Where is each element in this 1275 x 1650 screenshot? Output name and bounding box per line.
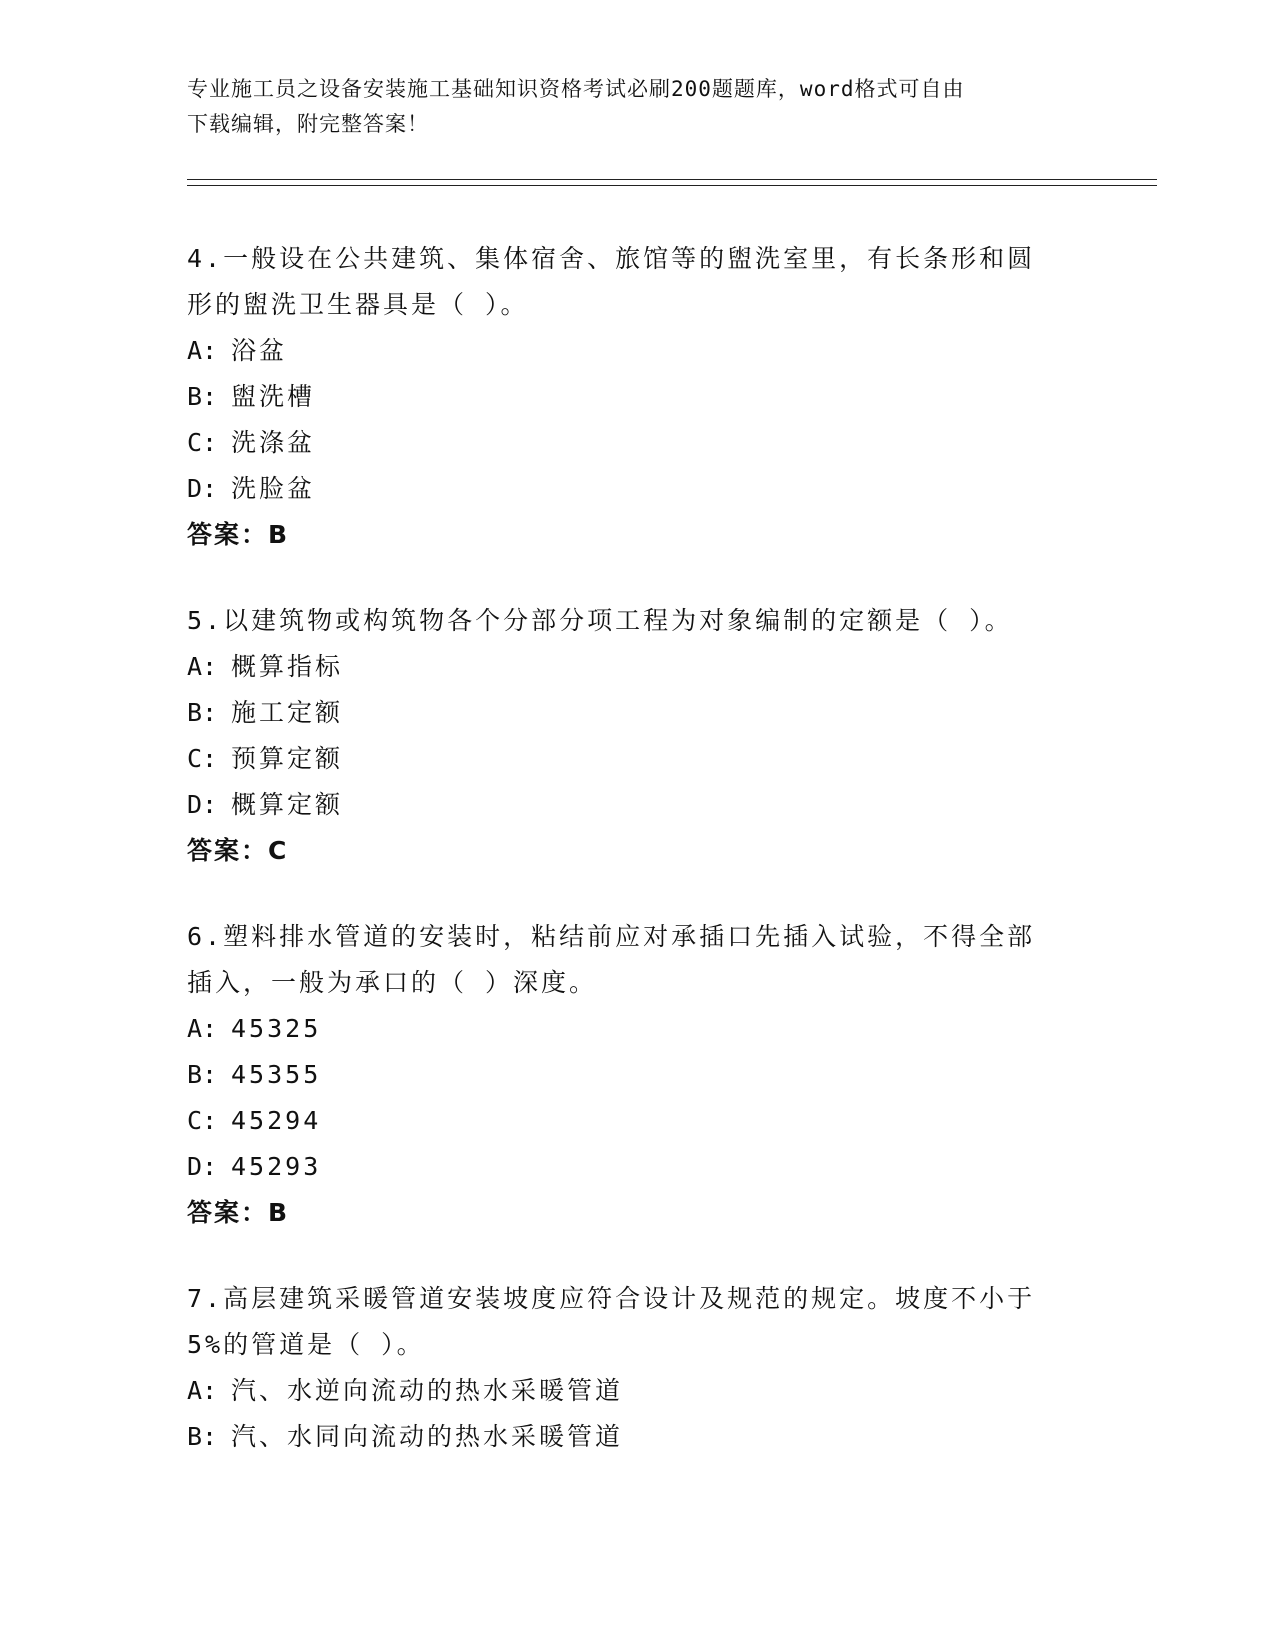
header-line-1: 专业施工员之设备安装施工基础知识资格考试必刷200题题库，word格式可自由	[187, 77, 965, 101]
option-letter: D:	[187, 790, 218, 819]
question-text: 高层建筑采暖管道安装坡度应符合设计及规范的规定。坡度不小于	[223, 1284, 1036, 1313]
question-number: 4.	[187, 244, 224, 273]
option-letter: A:	[187, 652, 218, 681]
option-text: 洗脸盆	[231, 474, 316, 503]
option-text: 汽、水同向流动的热水采暖管道	[231, 1422, 624, 1451]
option-letter: D:	[187, 1152, 218, 1181]
option-text: 施工定额	[231, 698, 344, 727]
option-letter: C:	[187, 744, 218, 773]
option-text: 盥洗槽	[231, 382, 316, 411]
document-header	[187, 72, 1087, 142]
option-b	[187, 374, 1087, 420]
option-c	[187, 1098, 1087, 1144]
question-6	[187, 914, 1087, 1236]
option-letter: B:	[187, 1060, 218, 1089]
question-list	[187, 236, 1087, 1500]
option-text: 汽、水逆向流动的热水采暖管道	[231, 1376, 624, 1405]
option-a	[187, 328, 1087, 374]
option-text: 洗涤盆	[231, 428, 316, 457]
option-text: 45355	[231, 1060, 322, 1089]
question-4	[187, 236, 1087, 558]
question-number: 7.	[187, 1284, 224, 1313]
option-letter: D:	[187, 474, 218, 503]
question-7	[187, 1276, 1087, 1460]
question-text-line-1	[187, 598, 1087, 644]
option-b	[187, 1052, 1087, 1098]
option-b	[187, 690, 1087, 736]
question-text: 一般设在公共建筑、集体宿舍、旅馆等的盥洗室里，有长条形和圆	[223, 244, 1036, 273]
option-b	[187, 1414, 1087, 1460]
question-5	[187, 598, 1087, 874]
header-divider	[187, 179, 1157, 186]
option-text: 45293	[231, 1152, 322, 1181]
option-d	[187, 466, 1087, 512]
question-text: 以建筑物或构筑物各个分部分项工程为对象编制的定额是（ ）。	[223, 606, 1013, 635]
option-letter: B:	[187, 382, 218, 411]
option-text: 概算指标	[231, 652, 344, 681]
option-text: 浴盆	[231, 336, 288, 365]
question-number: 6.	[187, 922, 224, 951]
question-text: 塑料排水管道的安装时，粘结前应对承插口先插入试验，不得全部	[223, 922, 1036, 951]
option-letter: A:	[187, 1014, 218, 1043]
option-c	[187, 736, 1087, 782]
option-d	[187, 1144, 1087, 1190]
question-text-line-2: 形的盥洗卫生器具是（ ）。	[187, 290, 529, 319]
option-a	[187, 1368, 1087, 1414]
option-letter: C:	[187, 1106, 218, 1135]
header-line-2: 下载编辑，附完整答案！	[187, 112, 429, 136]
option-text: 概算定额	[231, 790, 344, 819]
option-c	[187, 420, 1087, 466]
question-text-line-2: 插入，一般为承口的（ ）深度。	[187, 968, 598, 997]
option-text: 预算定额	[231, 744, 344, 773]
question-number: 5.	[187, 606, 224, 635]
option-letter: C:	[187, 428, 218, 457]
option-letter: A:	[187, 336, 218, 365]
answer-label: 答案：B	[187, 1198, 290, 1227]
option-letter: B:	[187, 1422, 218, 1451]
answer-label: 答案：B	[187, 520, 290, 549]
option-d	[187, 782, 1087, 828]
question-text-line-2: 5%的管道是（ ）。	[187, 1330, 425, 1359]
option-a	[187, 644, 1087, 690]
option-letter: A:	[187, 1376, 218, 1405]
question-text-line-1	[187, 914, 1087, 960]
question-text-line-1	[187, 1276, 1087, 1322]
option-text: 45294	[231, 1106, 322, 1135]
option-text: 45325	[231, 1014, 322, 1043]
option-a	[187, 1006, 1087, 1052]
option-letter: B:	[187, 698, 218, 727]
question-text-line-1	[187, 236, 1087, 282]
answer-label: 答案：C	[187, 836, 289, 865]
